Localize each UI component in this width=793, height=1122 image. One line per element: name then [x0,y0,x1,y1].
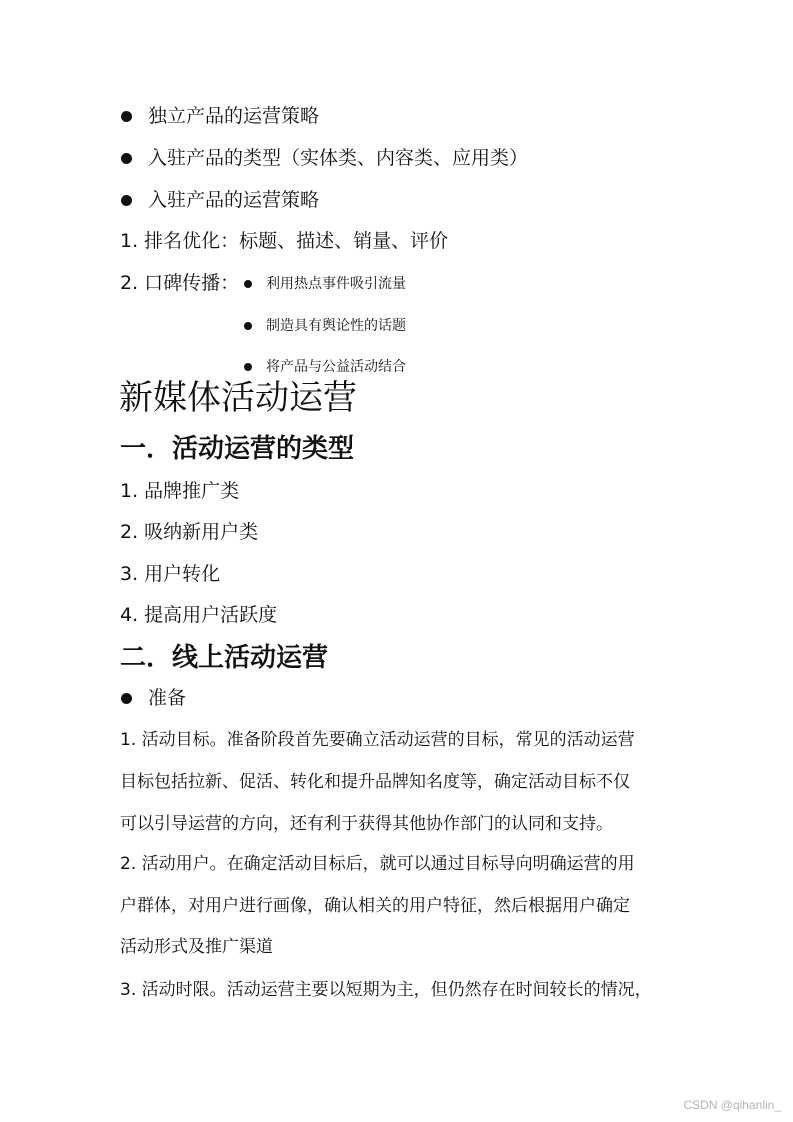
list-item: 3. 用户转化 [120,563,221,585]
bullet-dot-icon [121,153,132,164]
bullet-dot-icon [121,693,132,704]
sub-bullet-text: 制造具有舆论性的话题 [266,318,406,334]
bullet-text: 入驻产品的运营策略 [148,189,320,211]
paragraph-line: 活动形式及推广渠道 [120,937,273,957]
list-item: 2. 吸纳新用户类 [120,521,259,543]
bullet-item [121,107,319,126]
paragraph-line: 1. 活动目标。准备阶段首先要确立活动运营的目标，常见的活动运营 [120,730,635,750]
part2-title: 二．线上活动运营 [120,643,329,673]
bullet-item [121,191,319,210]
bullet-dot-icon [244,322,252,330]
paragraph-line: 2. 活动用户。在确定活动目标后，就可以通过目标导向明确运营的用 [120,854,635,874]
bullet-item [121,149,528,168]
sub-bullet-text: 将产品与公益活动结合 [266,359,406,375]
bullet-text: 独立产品的运营策略 [148,105,320,127]
bullet-text: 入驻产品的类型（实体类、内容类、应用类） [148,147,529,169]
bullet-item [121,689,186,708]
paragraph-line: 户群体，对用户进行画像，确认相关的用户特征，然后根据用户确定 [120,896,630,916]
paragraph-line: 目标包括拉新、促活、转化和提升品牌知名度等，确定活动目标不仅 [120,772,630,792]
paragraph-line: 3. 活动时限。活动运营主要以短期为主，但仍然存在时间较长的情况， [120,980,652,1000]
bullet-dot-icon [244,363,252,371]
part1-title: 一．活动运营的类型 [120,434,355,464]
word-of-mouth-label: 2. 口碑传播： [120,272,240,294]
sub-bullet-item [244,319,406,333]
watermark: CSDN @qihanlin_ [683,1098,781,1112]
ranking-line: 1. 排名优化：标题、描述、销量、评价 [120,230,449,252]
list-item: 4. 提高用户活跃度 [120,604,278,626]
list-item: 1. 品牌推广类 [120,480,240,502]
section-title: 新媒体活动运营 [119,378,357,418]
sub-bullet-text: 利用热点事件吸引流量 [266,276,406,292]
bullet-text: 准备 [148,687,187,709]
bullet-dot-icon [244,280,252,288]
sub-bullet-item [244,360,406,374]
sub-bullet-item [244,277,406,291]
bullet-dot-icon [121,111,132,122]
paragraph-line: 可以引导运营的方向，还有利于获得其他协作部门的认同和支持。 [120,814,613,834]
bullet-dot-icon [121,195,132,206]
